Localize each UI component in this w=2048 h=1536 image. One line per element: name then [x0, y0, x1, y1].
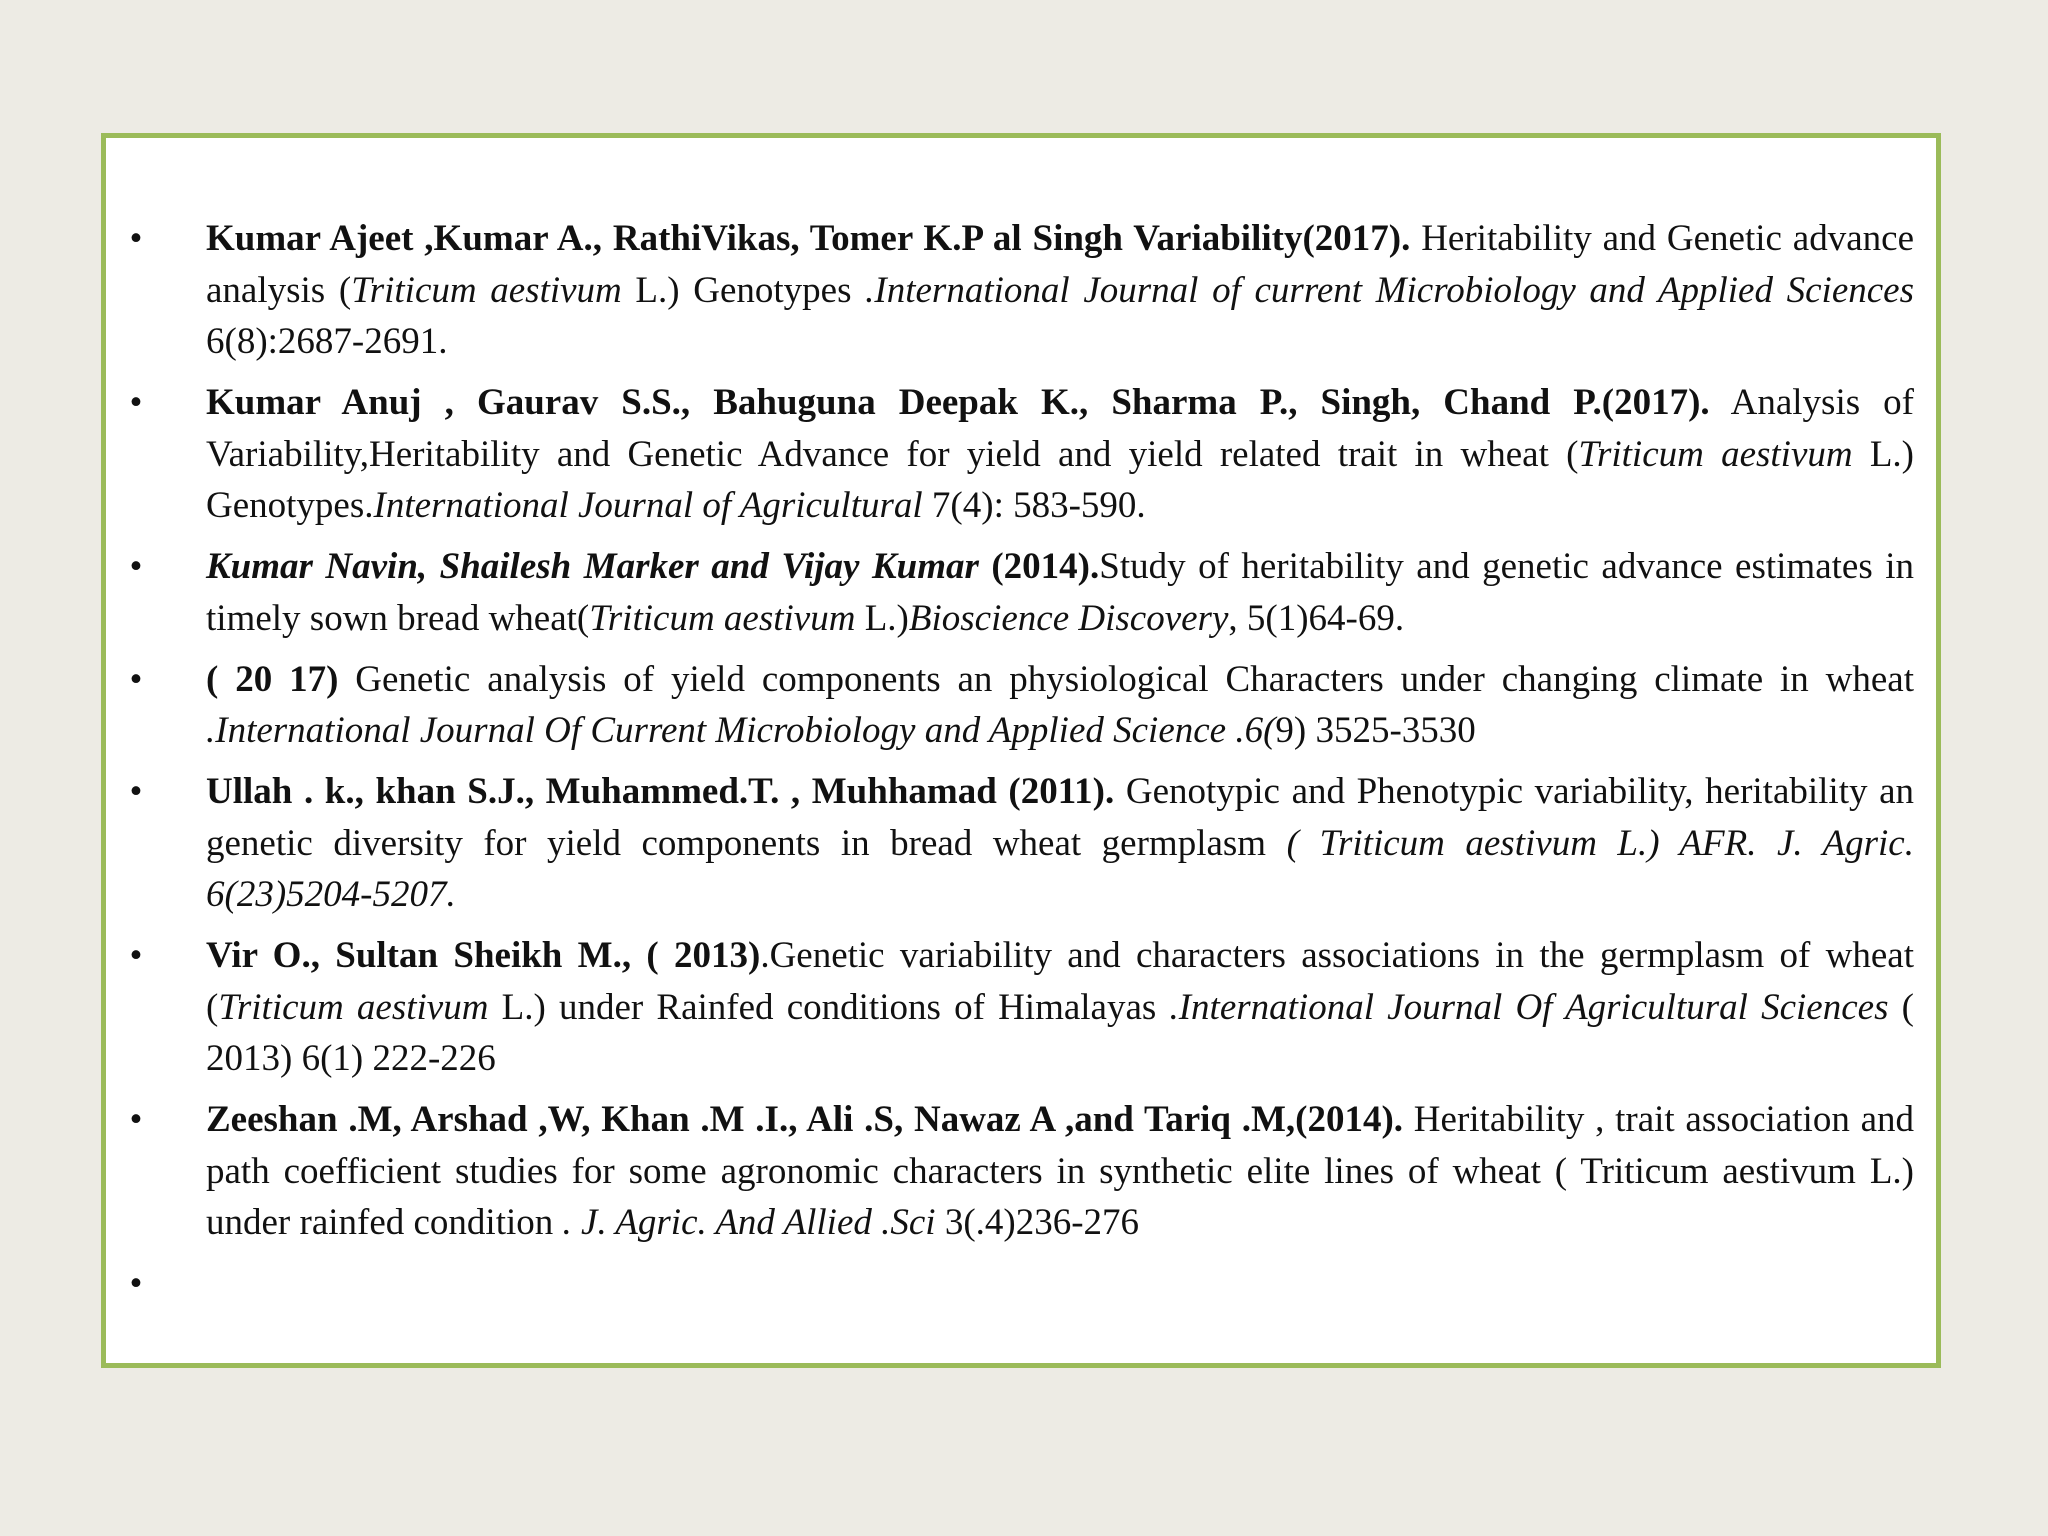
- bullet-icon: •: [129, 1263, 143, 1304]
- reference-text: Study of heritability and genetic advance estimates in timely sown bread wheat(: [206, 546, 1914, 639]
- bullet-icon: •: [129, 935, 143, 976]
- author-text: Vir O., Sultan Sheikh M., ( 2013): [206, 935, 761, 976]
- author-text: (2014).: [978, 546, 1100, 587]
- italic-text: .International Journal Of Agricultural Sciences: [1169, 986, 1889, 1028]
- reference-item: [106, 1094, 1936, 1249]
- italic-text: Triticum aestivum: [1578, 433, 1853, 475]
- italic-text: Triticum aestivum: [589, 597, 856, 639]
- author-text: ( 20 17): [206, 658, 339, 700]
- reference-text: Genetic analysis of yield components an physiological Characters under changing climate in wheat: [338, 658, 1914, 700]
- reference-text: 9) 3525-3530: [1275, 710, 1476, 751]
- author-text: Ullah . k., khan S.J., Muhammed.T. , Muhhamad (2011).: [206, 771, 1115, 812]
- reference-item: [106, 766, 1936, 921]
- reference-item: [106, 930, 1936, 1085]
- reference-text: Heritability , trait association and path coefficient studies for some agronomic characters in synthetic elite lines of wheat ( Triticum aestivum L.) under rainfed condition: [206, 1099, 1914, 1243]
- reference-item: [106, 541, 1936, 644]
- reference-text: Analysis of Variability,Heritability and Genetic Advance for yield and yield related trait in wheat (: [206, 382, 1914, 475]
- reference-text: L.) under Rainfed conditions of Himalayas: [488, 986, 1170, 1028]
- author-text: Kumar Ajeet ,Kumar A., RathiVikas, Tomer K.P al Singh Variability(2017).: [206, 218, 1411, 259]
- italic-text: . J. Agric. And Allied .Sci: [562, 1202, 936, 1243]
- italic-text: .International Journal of current Microbiology and Applied Sciences: [865, 269, 1914, 311]
- reference-text: L.): [855, 597, 909, 639]
- reference-item: [106, 377, 1936, 532]
- italic-text: Triticum aestivum: [218, 986, 489, 1028]
- italic-text: International Journal of Agricultural: [373, 485, 923, 526]
- reference-text: .Genetic variability and characters associations in the germplasm of wheat (: [206, 935, 1914, 1028]
- reference-text: 7(4): 583-590.: [922, 485, 1146, 526]
- author-text: Kumar Anuj , Gaurav S.S., Bahuguna Deepak K., Sharma P., Singh, Chand P.(2017).: [206, 382, 1710, 423]
- reference-item: [106, 654, 1936, 757]
- reference-item: [106, 213, 1936, 368]
- italic-text: Triticum aestivum: [351, 269, 622, 311]
- reference-list: [106, 213, 1936, 1304]
- reference-text: Genotypic and Phenotypic variability, heritability an genetic diversity for yield components in bread wheat germplasm: [206, 771, 1914, 864]
- bullet-icon: •: [129, 1099, 143, 1140]
- author-text: Kumar Navin, Shailesh Marker and Vijay Kumar: [206, 546, 979, 587]
- reference-text: 3(.4)236-276: [935, 1202, 1140, 1243]
- bullet-icon: •: [129, 771, 143, 812]
- reference-text: , 5(1)64-69.: [1228, 597, 1405, 639]
- bullet-icon: •: [129, 218, 143, 259]
- italic-text: ( Triticum aestivum L.) AFR. J. Agric. 6(23)5204-5207.: [206, 822, 1914, 915]
- content-frame: [101, 133, 1941, 1368]
- bullet-icon: •: [129, 658, 143, 700]
- reference-text: Heritability and Genetic advance analysis (: [206, 218, 1914, 311]
- author-text: Zeeshan .M, Arshad ,W, Khan .M .I., Ali .S, Nawaz A ,and Tariq .M,(2014).: [206, 1099, 1404, 1140]
- bullet-icon: •: [129, 382, 143, 423]
- italic-text: .International Journal Of Current Microbiology and Applied Science .6(: [206, 710, 1276, 751]
- reference-text: 6(8):2687-2691.: [206, 321, 448, 362]
- italic-text: Bioscience Discovery: [908, 597, 1229, 639]
- bullet-icon: •: [129, 546, 143, 587]
- reference-text: L.) Genotypes.: [206, 433, 1914, 526]
- reference-text: L.) Genotypes: [621, 269, 866, 311]
- reference-text: ( 2013) 6(1) 222-226: [206, 986, 1914, 1079]
